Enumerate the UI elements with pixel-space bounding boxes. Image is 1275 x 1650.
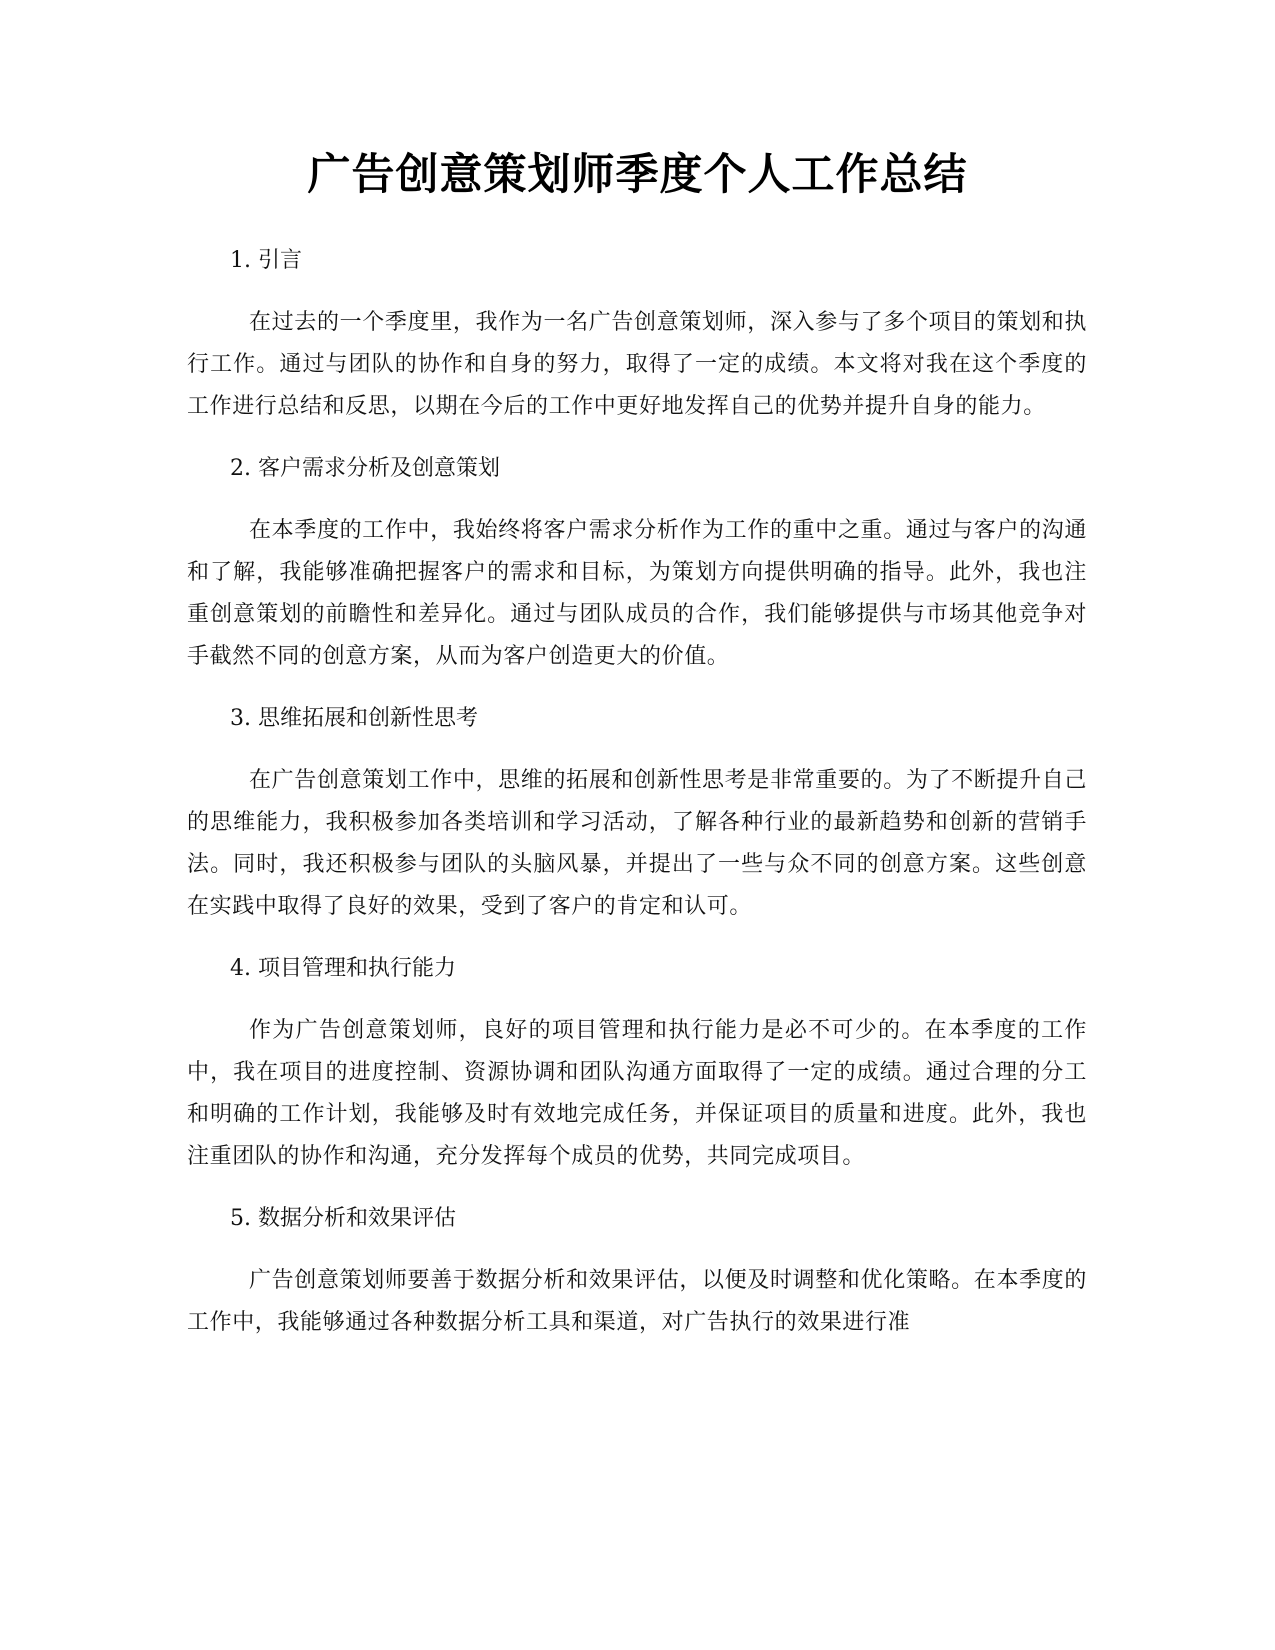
document-content bbox=[187, 240, 1087, 1364]
section-heading: 2. 客户需求分析及创意策划 bbox=[230, 456, 500, 481]
section-data-analysis bbox=[187, 1198, 1087, 1344]
section-paragraph: 在广告创意策划工作中，思维的拓展和创新性思考是非常重要的。为了不断提升自己的思维能力，我积极参加各类培训和学习活动，了解各种行业的最新趋势和创新的营销手法。同时，我还积极参与团队的头脑风暴，并提出了一些与众不同的创意方案。这些创意在实践中取得了良好的效果，受到了客户的肯定和认可。 bbox=[187, 768, 1087, 919]
section-introduction bbox=[187, 240, 1087, 428]
section-heading: 5. 数据分析和效果评估 bbox=[230, 1206, 456, 1231]
section-paragraph: 在本季度的工作中，我始终将客户需求分析作为工作的重中之重。通过与客户的沟通和了解，我能够准确把握客户的需求和目标，为策划方向提供明确的指导。此外，我也注重创意策划的前瞻性和差异化。通过与团队成员的合作，我们能够提供与市场其他竞争对手截然不同的创意方案，从而为客户创造更大的价值。 bbox=[187, 518, 1087, 669]
section-paragraph: 在过去的一个季度里，我作为一名广告创意策划师，深入参与了多个项目的策划和执行工作。通过与团队的协作和自身的努力，取得了一定的成绩。本文将对我在这个季度的工作进行总结和反思，以期在今后的工作中更好地发挥自己的优势并提升自身的能力。 bbox=[187, 310, 1087, 419]
document-title: 广告创意策划师季度个人工作总结 bbox=[307, 150, 968, 200]
section-heading: 4. 项目管理和执行能力 bbox=[230, 956, 456, 981]
section-creative-thinking bbox=[187, 698, 1087, 928]
section-paragraph: 广告创意策划师要善于数据分析和效果评估，以便及时调整和优化策略。在本季度的工作中，我能够通过各种数据分析工具和渠道，对广告执行的效果进行准 bbox=[187, 1268, 1087, 1335]
section-project-management bbox=[187, 948, 1087, 1178]
section-client-needs bbox=[187, 448, 1087, 678]
section-paragraph: 作为广告创意策划师，良好的项目管理和执行能力是必不可少的。在本季度的工作中，我在项目的进度控制、资源协调和团队沟通方面取得了一定的成绩。通过合理的分工和明确的工作计划，我能够及时有效地完成任务，并保证项目的质量和进度。此外，我也注重团队的协作和沟通，充分发挥每个成员的优势，共同完成项目。 bbox=[187, 1018, 1087, 1169]
section-heading: 3. 思维拓展和创新性思考 bbox=[230, 706, 478, 731]
section-heading: 1. 引言 bbox=[230, 248, 302, 273]
